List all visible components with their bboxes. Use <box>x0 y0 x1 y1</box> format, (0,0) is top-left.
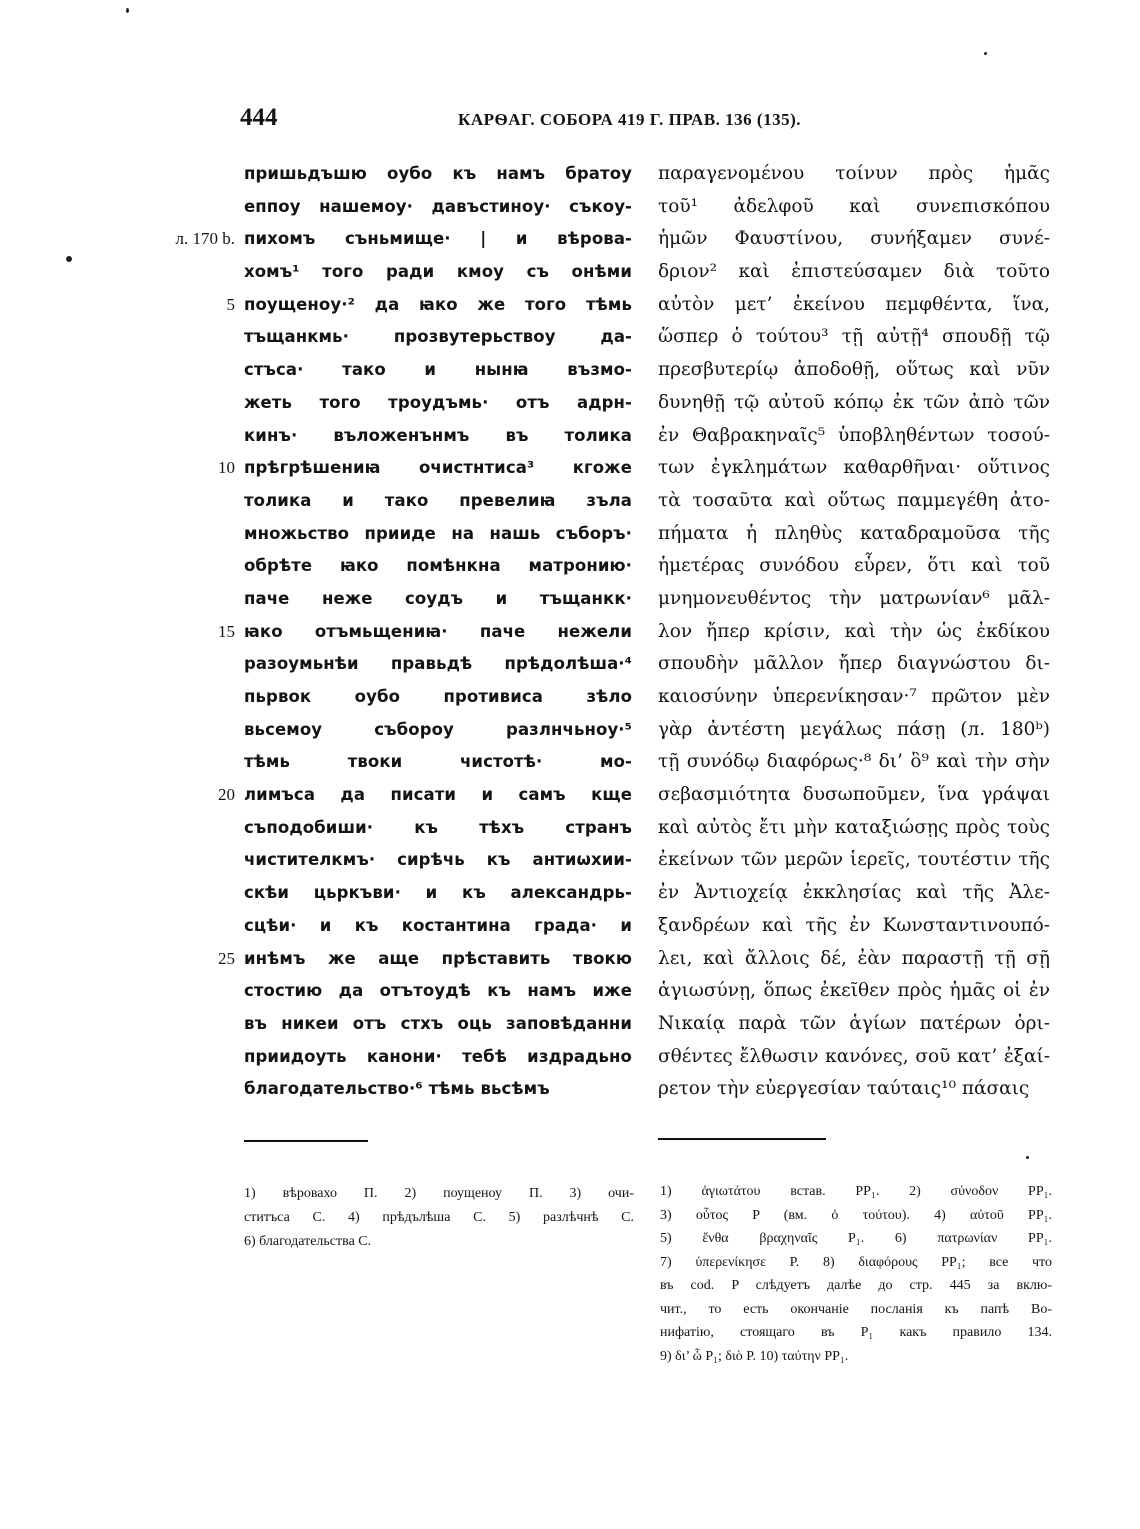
page-header <box>0 104 1140 140</box>
text-line: ꙗко отъмьщениꙗ· паче нежели <box>244 621 632 641</box>
text-line: πρεσβυτερίῳ ἀποδοθῇ, οὕτως καὶ νῦν <box>658 359 1050 381</box>
footnote-rule-right <box>658 1138 826 1140</box>
margin-note <box>140 485 235 518</box>
text-line: благодательство·⁶ тѣмь вьсѣмъ <box>244 1079 550 1099</box>
footnote-line: нифатію, стоящаго въ P₁ какъ правило 134. <box>660 1325 1052 1340</box>
text-line: ἡμετέρας συνόδου εὗρεν, ὅτι καὶ τοῦ <box>658 555 1050 577</box>
margin-note <box>140 844 235 877</box>
footnote-rule-left <box>244 1140 368 1142</box>
text-line: поущеноу·² да ꙗко же того тѣмь <box>244 294 632 314</box>
margin-note: л. 170 b. <box>175 229 235 249</box>
text-line: τοῦ¹ ἀδελφοῦ καὶ συνεπισκόπου <box>658 195 1050 217</box>
scan-speck <box>66 256 72 262</box>
footnotes-right <box>660 1180 1052 1368</box>
text-line: αὐτὸν μετ’ ἐκείνου πεμφθέντα, ἵνα, <box>658 293 1050 315</box>
text-line: λον ἤπερ κρίσιν, καὶ τὴν ὡς ἐκδίκου <box>658 620 1050 642</box>
page-number: 444 <box>240 104 278 131</box>
text-line: прѣгрѣшениꙗ очистнтиса³ кгоже <box>244 458 632 478</box>
margin-note <box>140 1073 235 1106</box>
line-number-margin <box>140 158 235 1106</box>
text-line: πήματα ἡ πληθὺς καταδραμοῦσα τῆς <box>658 522 1050 544</box>
footnote-line: 5) ἔνθα βραχηναῖς P₁. 6) πατρωνίαν PP₁. <box>660 1231 1052 1246</box>
text-line: ξανδρέων καὶ τῆς ἐν Κωνσταντινουπό- <box>658 914 1050 936</box>
text-line: сцѣи· и къ костантина града· и <box>244 915 632 935</box>
text-line: въ никеи отъ стхъ оць заповѣданни <box>244 1013 632 1033</box>
text-line: стъса· тако и нынꙗ възмо- <box>244 360 632 380</box>
text-line: ἐν Θαβρακηναῖς⁵ ὑποβληθέντων τοσού- <box>658 424 1050 446</box>
text-line: σθέντες ἔλθωσιν κανόνες, σοῦ κατ’ ἐξαί- <box>658 1045 1050 1067</box>
margin-note <box>140 910 235 943</box>
footnote-line: 9) δι’ ὧ P₁; διὸ P. 10) ταύτην PP₁. <box>660 1348 849 1364</box>
text-line: пихомъ съньмище· | и вѣрова- <box>244 229 632 249</box>
footnote-line: 6) благодательства С. <box>244 1234 372 1249</box>
text-line: καὶ αὐτὸς ἔτι μὴν καταξιώσῃς πρὸς τοὺς <box>658 816 1050 838</box>
text-line: разоумьнѣи правьдѣ прѣдолѣша·⁴ <box>244 654 632 674</box>
text-line: των ἐγκλημάτων καθαρθῆναι· οὕτινος <box>658 457 1050 479</box>
text-line: ἁγιωσύνῃ, ὅπως ἐκεῖθεν πρὸς ἡμᾶς οἱ ἐν <box>658 980 1050 1002</box>
footnote-line: ститъса С. 4) прѣдълѣша С. 5) разлѣчнѣ С. <box>244 1210 634 1225</box>
text-line: обрѣте ꙗко помѣнкна матронию· <box>244 556 632 576</box>
text-line: μνημονευθέντος τὴν ματρωνίαν⁶ μᾶλ- <box>658 587 1050 609</box>
text-line: παραγενομένου τοίνυν πρὸς ἡμᾶς <box>658 163 1050 184</box>
slavonic-text-column <box>244 158 632 1106</box>
text-line: ὥσπερ ὁ τούτου³ τῇ αὐτῇ⁴ σπουδῇ τῷ <box>658 326 1050 348</box>
text-line: σεβασμιότητα δυσωποῦμεν, ἵνα γράψαι <box>658 784 1050 806</box>
text-line: τὰ τοσαῦτα καὶ οὕτως παμμεγέθη ἀτο- <box>658 489 1050 511</box>
text-line: еппоу нашемоу· давъстиноу· съкоу- <box>244 196 632 216</box>
text-line: λει, καὶ ἄλλοις δέ, ἐὰν παραστῇ τῇ σῇ <box>658 947 1050 969</box>
margin-note <box>140 550 235 583</box>
footnotes-left <box>244 1182 634 1254</box>
margin-note <box>140 1008 235 1041</box>
text-line: тъщанкмь· прозвутерьствоу да- <box>244 327 632 347</box>
text-line: ἐν Ἀντιοχείᾳ ἐκκλησίας καὶ τῆς Ἀλε- <box>658 882 1050 904</box>
footnote-line: 1) ἁγιωτάτου встав. PP₁. 2) σύνοδον PP₁. <box>660 1184 1052 1199</box>
text-line: пришьдъшю оубо къ намъ братоу <box>244 164 632 183</box>
text-line: τῇ συνόδῳ διαφόρως·⁸ δι’ ὃ⁹ καὶ τὴν σὴν <box>658 751 1050 773</box>
margin-note: 5 <box>226 294 235 314</box>
margin-note <box>140 812 235 845</box>
text-line: καιοσύνην ὑπερενίκησαν·⁷ πρῶτον μὲν <box>658 686 1050 707</box>
margin-note: 20 <box>218 785 235 805</box>
scan-speck <box>126 8 129 13</box>
text-line: лимъса да писати и самъ кще <box>244 785 632 805</box>
text-line: жеть того троудъмь· отъ адрн- <box>244 392 632 412</box>
margin-note <box>140 714 235 747</box>
margin-note <box>140 1041 235 1074</box>
text-line: δριον² καὶ ἐπιστεύσαμεν διὰ τοῦτο <box>658 261 1050 283</box>
text-line: тѣмь твоки чистотѣ· мо- <box>244 752 632 772</box>
text-line: σπουδὴν μᾶλλον ἤπερ διαγνώστου δι- <box>658 653 1050 675</box>
footnote-line: въ cod. P слѣдуетъ далѣе до стр. 445 за вклю- <box>660 1278 1052 1293</box>
text-line: Νικαίᾳ παρὰ τῶν ἁγίων πατέρων ὁρι- <box>658 1012 1050 1034</box>
margin-note <box>140 583 235 616</box>
margin-note: 25 <box>218 948 235 968</box>
scan-speck <box>1026 1156 1029 1159</box>
text-line: пьрвок оубо противиса зѣло <box>244 687 632 706</box>
margin-note <box>140 518 235 551</box>
margin-note <box>140 975 235 1008</box>
margin-note <box>140 321 235 354</box>
margin-note <box>140 681 235 714</box>
text-line: хомъ¹ того ради кмоу съ онѣми <box>244 262 632 282</box>
text-line: приидоуть канони· тебѣ издрадьно <box>244 1046 632 1066</box>
margin-note <box>140 648 235 681</box>
text-line: кинъ· въложенънмъ въ толика <box>244 425 632 445</box>
text-line: ἡμῶν Φαυστίνου, συνήξαμεν συνέ- <box>658 228 1050 250</box>
text-line: δυνηθῇ τῷ αὐτοῦ κόπῳ ἐκ τῶν ἀπὸ τῶν <box>658 391 1050 413</box>
text-line: паче неже соудъ и тъщанкк· <box>244 588 632 608</box>
footnote-line: чит., то есть окончаніе посланія къ папѣ Во- <box>660 1301 1052 1317</box>
scan-speck <box>984 52 987 55</box>
margin-note <box>140 387 235 420</box>
text-line: γὰρ ἀντέστη μεγάλως πάσῃ (л. 180ᵇ) <box>658 718 1050 740</box>
text-line: толика и тако превелиꙗ зъла <box>244 490 632 510</box>
text-line: множьство прииде на нашь съборъ· <box>244 523 632 543</box>
margin-note <box>140 191 235 224</box>
footnote-line: 7) ὑπερενίκησε P. 8) διαφόρους PP₁; все что <box>660 1254 1052 1270</box>
text-line: чистителкмъ· сирѣчь къ антиѡхии- <box>244 850 632 870</box>
margin-note: 15 <box>218 621 235 641</box>
text-line: ἐκείνων τῶν μερῶν ἱερεῖς, τουτέστιν τῆς <box>658 849 1050 871</box>
text-line: съподобиши· къ тѣхъ странъ <box>244 817 632 837</box>
margin-note <box>140 877 235 910</box>
text-line: скѣи цьркъви· и къ александрь- <box>244 883 632 903</box>
margin-note <box>140 256 235 289</box>
text-line: ρετον τὴν εὐεργεσίαν ταύταις¹⁰ πάσαις <box>658 1078 1030 1100</box>
footnote-line: 1) вѣровахо П. 2) поущеноу П. 3) очи- <box>244 1186 634 1201</box>
text-line: стостию да отътоудѣ къ намъ иже <box>244 981 632 1001</box>
text-line: вьсемоу събороу разлнчьноу·⁵ <box>244 719 632 739</box>
greek-text-column <box>658 158 1050 1106</box>
footnote-line: 3) οὗτος P (вм. ὁ τούτου). 4) αὐτοῦ PP₁. <box>660 1207 1052 1223</box>
margin-note: 10 <box>218 458 235 478</box>
text-line: инѣмъ же аще прѣставить твокю <box>244 948 632 968</box>
margin-note <box>140 420 235 453</box>
margin-note <box>140 354 235 387</box>
margin-note <box>140 158 235 191</box>
margin-note <box>140 746 235 779</box>
running-title: КАРѲАГ. СОБОРА 419 Г. ПРАВ. 136 (135). <box>458 110 801 129</box>
